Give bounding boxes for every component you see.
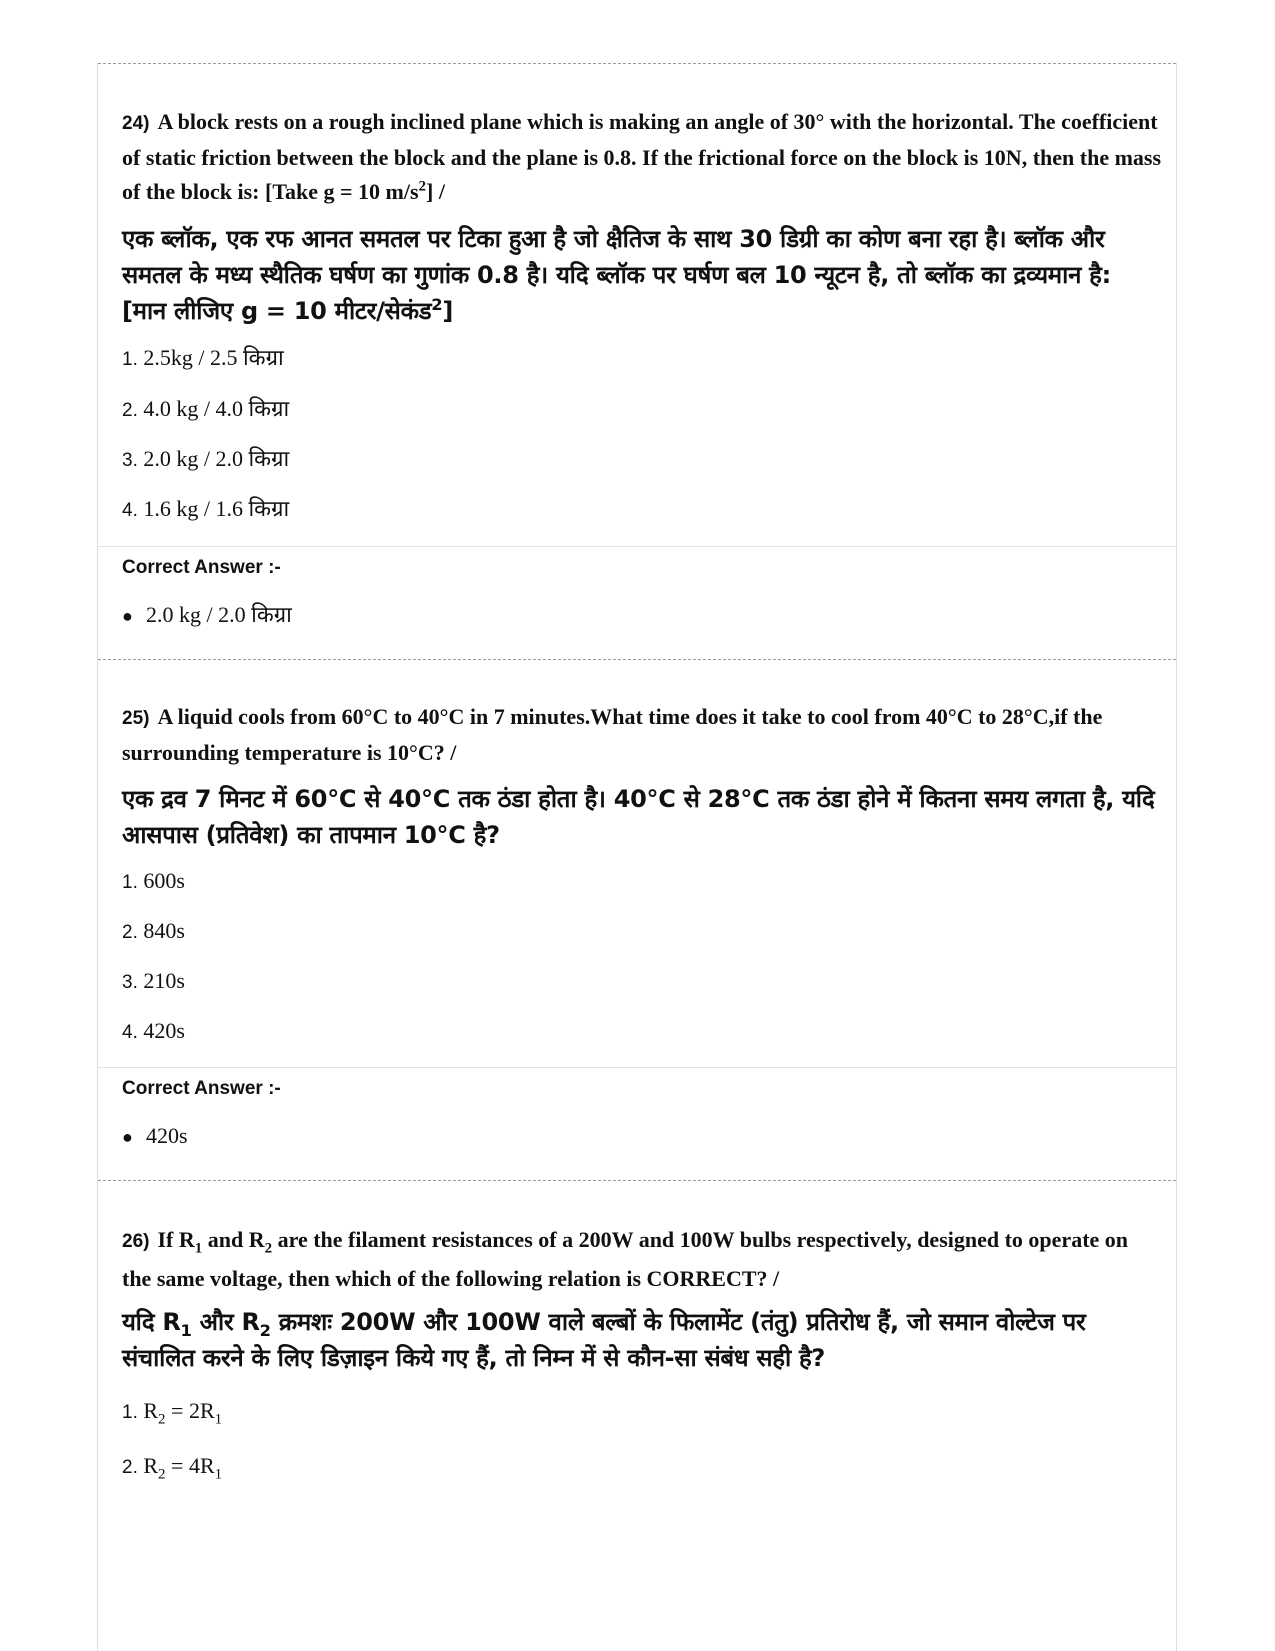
option-number: 1. xyxy=(122,1402,138,1423)
option-4[interactable] xyxy=(122,494,289,526)
option-2[interactable] xyxy=(122,916,185,948)
question-text: are the filament resistances of a 200W and 100W bulbs respectively, designed to operate on the same voltage, then which of the following relation is CORRECT? / xyxy=(122,1227,1129,1291)
subscript: 1 xyxy=(214,1466,223,1483)
option-text: R xyxy=(143,1398,159,1423)
correct-answer xyxy=(122,600,292,631)
answer-divider xyxy=(98,546,1176,547)
option-text: 1.6 kg / 1.6 xyxy=(143,496,249,521)
option-text: 4.0 kg / 4.0 xyxy=(143,396,249,421)
option-unit-hindi: किग्रा xyxy=(242,346,284,371)
question-text-hindi: यदि R xyxy=(122,1308,181,1336)
question-text: A liquid cools from 60°C to 40°C in 7 minutes.What time does it take to cool from 40°C to 28°C,if the surrounding temperature is 10°C? / xyxy=(122,704,1103,765)
option-number: 1. xyxy=(122,872,138,893)
option-unit-hindi: किग्रा xyxy=(248,497,290,522)
question-text: and R xyxy=(202,1227,265,1252)
correct-answer xyxy=(122,1121,188,1152)
subscript: 1 xyxy=(180,1320,192,1340)
question-text: A block rests on a rough inclined plane which is making an angle of 30° with the horizontal. The coefficient of static friction between the block and the plane is 0.8. If the frictional force on the block is 10N, then the mass of the block is: [Take g = 10 m/s xyxy=(122,109,1162,204)
option-number: 3. xyxy=(122,972,138,993)
bullet-icon: ● xyxy=(122,1127,133,1147)
superscript: 2 xyxy=(418,178,427,195)
option-unit-hindi: किग्रा xyxy=(248,447,290,472)
bullet-icon: ● xyxy=(122,606,133,626)
option-1[interactable] xyxy=(122,343,284,375)
subscript: 2 xyxy=(264,1240,273,1257)
question-text-hindi: क्रमशः 200W और 100W वाले बल्बों के फिलामेंट (तंतु) प्रतिरोध हैं, जो समान वोल्टेज पर संचालित करने के लिए डिज़ाइन किये गए हैं, तो निम्न में से कौन-सा संबंध सही है? xyxy=(122,1308,1086,1372)
question-25-english xyxy=(122,700,1162,770)
option-number: 2. xyxy=(122,400,138,421)
option-number: 4. xyxy=(122,500,138,521)
option-number: 3. xyxy=(122,450,138,471)
option-number: 2. xyxy=(122,1457,138,1478)
option-text: R xyxy=(143,1453,159,1478)
option-text: 840s xyxy=(143,918,185,943)
option-text: = 4R xyxy=(165,1453,215,1478)
question-text: If R xyxy=(157,1227,195,1252)
exam-sheet xyxy=(97,63,1177,1651)
option-text: = 2R xyxy=(165,1398,215,1423)
option-text: 420s xyxy=(143,1018,185,1043)
answer-divider xyxy=(98,1067,1176,1068)
option-4[interactable] xyxy=(122,1016,185,1048)
subscript: 2 xyxy=(158,1411,166,1428)
question-number: 25) xyxy=(122,708,150,729)
question-25-hindi: एक द्रव 7 मिनट में 60°C से 40°C तक ठंडा होता है। 40°C से 28°C तक ठंडा होने में कितना समय लगता है, यदि आसपास (प्रतिवेश) का तापमान 10°C है? xyxy=(122,785,1155,849)
option-number: 1. xyxy=(122,349,138,370)
correct-answer-label: Correct Answer :- xyxy=(122,557,281,578)
option-unit-hindi: किग्रा xyxy=(248,397,290,422)
option-2[interactable] xyxy=(122,394,289,426)
correct-answer-label: Correct Answer :- xyxy=(122,1078,281,1099)
question-24-english xyxy=(122,105,1162,209)
subscript: 1 xyxy=(194,1240,203,1257)
subscript: 1 xyxy=(214,1411,223,1428)
question-text-end: ] / xyxy=(426,179,445,204)
question-26-english xyxy=(122,1221,1162,1297)
option-text: 2.5kg / 2.5 xyxy=(143,345,243,370)
option-text: 600s xyxy=(143,868,185,893)
option-3[interactable] xyxy=(122,444,289,476)
question-number: 24) xyxy=(122,113,150,134)
option-text: 2.0 kg / 2.0 xyxy=(143,446,249,471)
answer-unit-hindi: किग्रा xyxy=(251,603,292,628)
question-24-hindi xyxy=(122,221,1162,329)
option-number: 2. xyxy=(122,922,138,943)
answer-text: 420s xyxy=(146,1123,188,1148)
question-number: 26) xyxy=(122,1231,150,1252)
answer-text: 2.0 kg / 2.0 xyxy=(146,602,252,627)
option-1[interactable] xyxy=(122,866,185,898)
question-separator xyxy=(98,1180,1176,1181)
question-text-hindi: एक ब्लॉक, एक रफ आनत समतल पर टिका हुआ है जो क्षैतिज के साथ 30 डिग्री का कोण बना रहा है। ब्लॉक और समतल के मध्य स्थैतिक घर्षण का गुणांक 0.8 है। यदि ब्लॉक पर घर्षण बल 10 न्यूटन है, तो ब्लॉक का द्रव्यमान है: [मान लीजिए g = 10 मीटर/सेकंड xyxy=(122,225,1111,325)
subscript: 2 xyxy=(259,1320,271,1340)
option-1[interactable] xyxy=(122,1396,222,1428)
subscript: 2 xyxy=(158,1466,166,1483)
option-number: 4. xyxy=(122,1022,138,1043)
question-separator xyxy=(98,63,1176,64)
question-separator xyxy=(98,659,1176,660)
question-text-hindi-end: ] xyxy=(442,297,453,325)
option-3[interactable] xyxy=(122,966,185,998)
superscript: 2 xyxy=(431,295,443,314)
question-26-hindi xyxy=(122,1304,1162,1376)
question-text-hindi: और R xyxy=(191,1308,260,1336)
option-2[interactable] xyxy=(122,1451,222,1483)
option-text: 210s xyxy=(143,968,185,993)
